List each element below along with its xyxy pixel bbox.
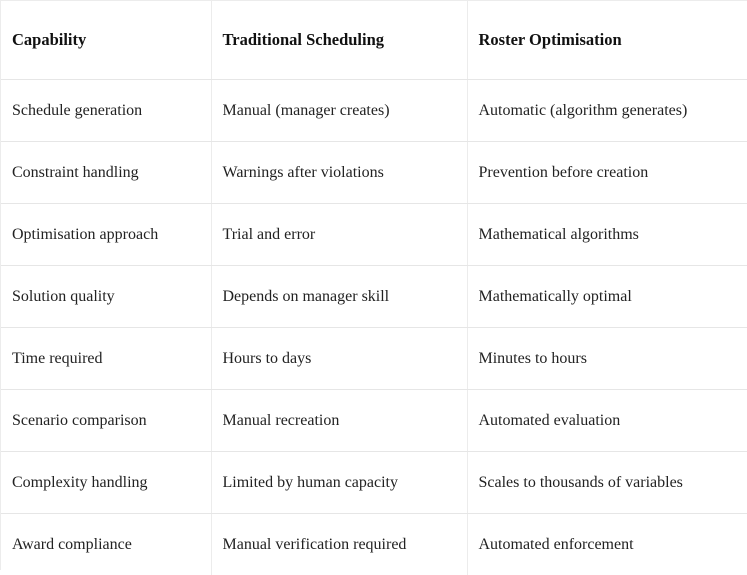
- table-row: [1, 452, 747, 514]
- cell-traditional: Trial and error: [211, 204, 467, 266]
- table-row: [1, 514, 747, 575]
- header-capability: Capability: [1, 1, 211, 80]
- table-row: [1, 142, 747, 204]
- cell-optimisation: Automated evaluation: [467, 390, 747, 452]
- header-roster-optimisation: Roster Optimisation: [467, 1, 747, 80]
- comparison-table: [1, 1, 747, 575]
- table-row: [1, 266, 747, 328]
- cell-traditional: Depends on manager skill: [211, 266, 467, 328]
- table-row: [1, 204, 747, 266]
- cell-capability: Scenario comparison: [1, 390, 211, 452]
- cell-optimisation: Mathematically optimal: [467, 266, 747, 328]
- cell-traditional: Manual recreation: [211, 390, 467, 452]
- cell-optimisation: Minutes to hours: [467, 328, 747, 390]
- cell-traditional: Manual (manager creates): [211, 80, 467, 142]
- table-header-row: [1, 1, 747, 80]
- cell-capability: Complexity handling: [1, 452, 211, 514]
- cell-capability: Award compliance: [1, 514, 211, 575]
- cell-traditional: Limited by human capacity: [211, 452, 467, 514]
- cell-optimisation: Scales to thousands of variables: [467, 452, 747, 514]
- cell-capability: Time required: [1, 328, 211, 390]
- table-row: [1, 328, 747, 390]
- cell-optimisation: Automated enforcement: [467, 514, 747, 575]
- cell-traditional: Warnings after violations: [211, 142, 467, 204]
- table-row: [1, 80, 747, 142]
- cell-capability: Optimisation approach: [1, 204, 211, 266]
- cell-optimisation: Mathematical algorithms: [467, 204, 747, 266]
- cell-optimisation: Automatic (algorithm generates): [467, 80, 747, 142]
- cell-capability: Schedule generation: [1, 80, 211, 142]
- cell-traditional: Manual verification required: [211, 514, 467, 575]
- table-row: [1, 390, 747, 452]
- cell-capability: Constraint handling: [1, 142, 211, 204]
- cell-optimisation: Prevention before creation: [467, 142, 747, 204]
- cell-traditional: Hours to days: [211, 328, 467, 390]
- cell-capability: Solution quality: [1, 266, 211, 328]
- header-traditional-scheduling: Traditional Scheduling: [211, 1, 467, 80]
